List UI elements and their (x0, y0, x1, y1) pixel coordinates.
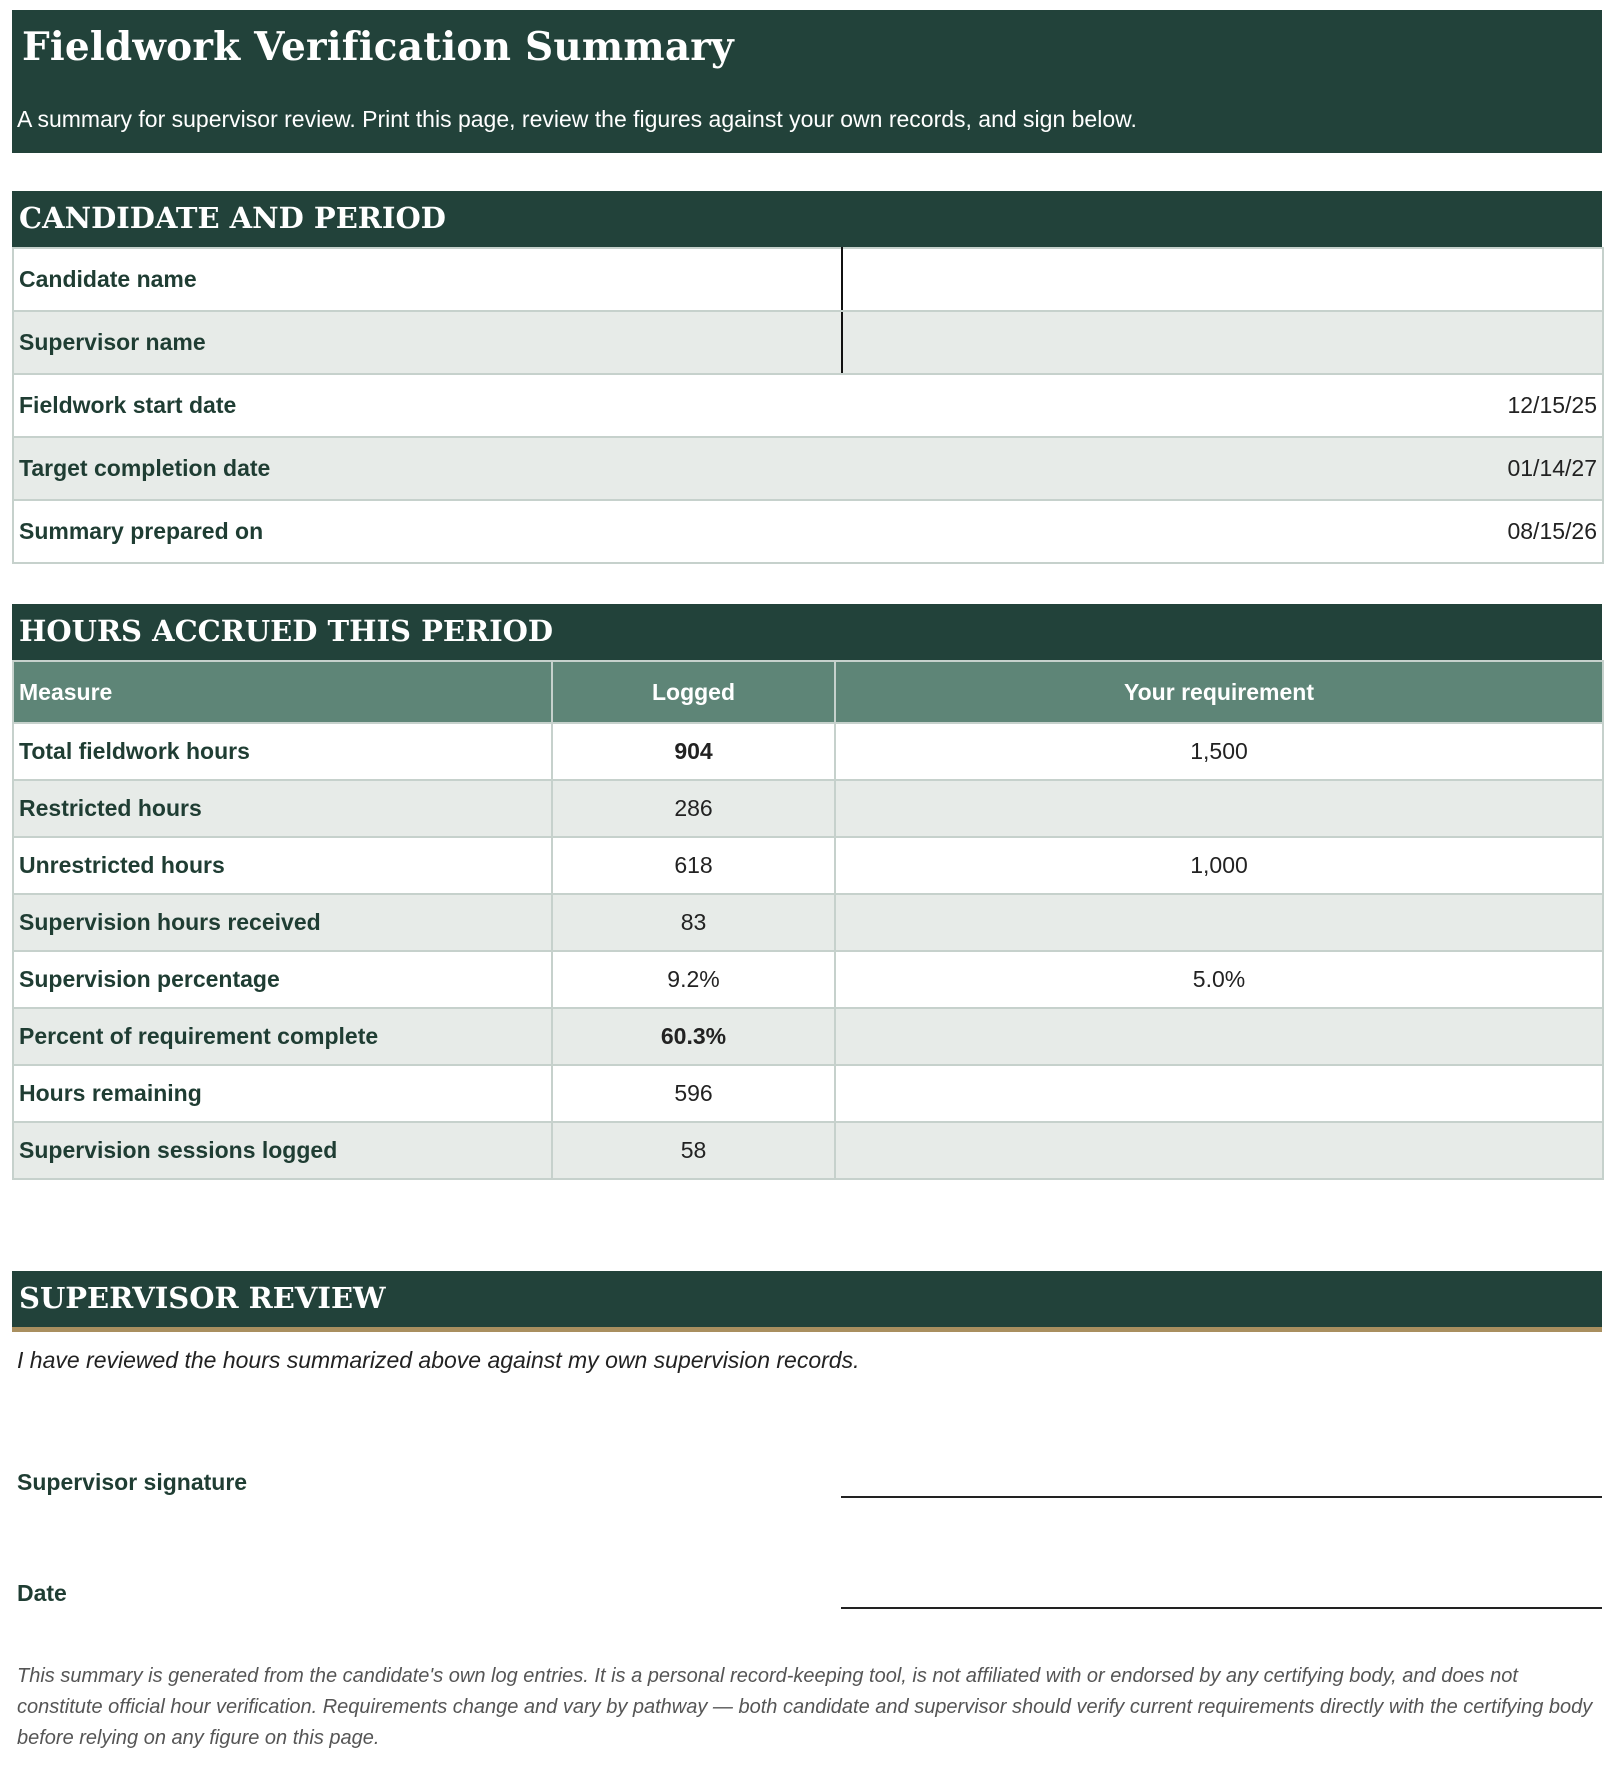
table-header-row (13, 661, 1603, 723)
requirement-cell (835, 1122, 1603, 1179)
section-header-review (12, 1271, 1602, 1332)
measure-cell: Supervision hours received (13, 894, 552, 951)
table-row (13, 1065, 1603, 1122)
table-row (13, 723, 1603, 780)
signature-label: Supervisor signature (17, 1469, 248, 1495)
fieldwork-summary-page (12, 10, 1602, 1749)
measure-cell: Unrestricted hours (13, 837, 552, 894)
logged-cell: 904 (552, 723, 835, 780)
requirement-cell: 1,500 (835, 723, 1603, 780)
table-row (13, 500, 1603, 563)
logged-cell: 618 (552, 837, 835, 894)
requirement-cell: 5.0% (835, 951, 1603, 1008)
start-date-label: Fieldwork start date (13, 374, 842, 437)
measure-cell: Hours remaining (13, 1065, 552, 1122)
measure-cell: Percent of requirement complete (13, 1008, 552, 1065)
requirement-cell (835, 780, 1603, 837)
section-title: CANDIDATE AND PERIOD (19, 201, 446, 235)
table-row (13, 780, 1603, 837)
logged-cell: 58 (552, 1122, 835, 1179)
supervisor-name-label: Supervisor name (13, 311, 842, 374)
logged-cell: 286 (552, 780, 835, 837)
section-title: SUPERVISOR REVIEW (19, 1281, 386, 1315)
page-subtitle: A summary for supervisor review. Print this page, review the figures against your own records, and sign below. (17, 106, 1137, 132)
column-header-logged: Logged (552, 661, 835, 723)
prepared-on-value: 08/15/26 (842, 500, 1603, 563)
logged-cell: 60.3% (552, 1008, 835, 1065)
table-row (13, 311, 1603, 374)
target-date-label: Target completion date (13, 437, 842, 500)
requirement-cell (835, 1065, 1603, 1122)
attestation-text: I have reviewed the hours summarized above against my own supervision records. (17, 1347, 860, 1373)
supervisor-name-field[interactable] (842, 311, 1603, 374)
table-row (13, 437, 1603, 500)
table-row (13, 837, 1603, 894)
section-title: HOURS ACCRUED THIS PERIOD (19, 614, 554, 648)
column-header-requirement: Your requirement (835, 661, 1603, 723)
logged-cell: 596 (552, 1065, 835, 1122)
table-row (13, 894, 1603, 951)
measure-cell: Supervision percentage (13, 951, 552, 1008)
hours-table (12, 660, 1604, 1180)
section-header-hours (12, 604, 1602, 660)
start-date-value: 12/15/25 (842, 374, 1603, 437)
target-date-value: 01/14/27 (842, 437, 1603, 500)
hours-section (12, 604, 1602, 1180)
disclaimer-text: This summary is generated from the candidate's own log entries. It is a personal record-keeping tool, is not affiliated with or endorsed by any certifying body, and does not constitute official hour verification. Requirements change and vary by pathway — both candidate and supervisor should verify current requirements directly with the certifying body before relying on any figure on this page. (17, 1665, 1593, 1749)
page-title: Fieldwork Verification Summary (22, 24, 734, 70)
title-banner (12, 10, 1602, 153)
prepared-on-label: Summary prepared on (13, 500, 842, 563)
candidate-name-label: Candidate name (13, 248, 842, 311)
candidate-table (12, 247, 1604, 564)
review-section (12, 1271, 1602, 1771)
logged-cell: 83 (552, 894, 835, 951)
requirement-cell (835, 1008, 1603, 1065)
logged-cell: 9.2% (552, 951, 835, 1008)
section-header-candidate (12, 191, 1602, 247)
requirement-cell (835, 894, 1603, 951)
column-header-measure: Measure (13, 661, 552, 723)
table-row (13, 374, 1603, 437)
date-line[interactable] (841, 1607, 1602, 1609)
candidate-section (12, 191, 1602, 564)
table-row (13, 951, 1603, 1008)
measure-cell: Supervision sessions logged (13, 1122, 552, 1179)
measure-cell: Restricted hours (13, 780, 552, 837)
candidate-name-field[interactable] (842, 248, 1603, 311)
table-row (13, 1122, 1603, 1179)
table-row (13, 1008, 1603, 1065)
table-row (13, 248, 1603, 311)
signature-line[interactable] (841, 1496, 1602, 1498)
requirement-cell: 1,000 (835, 837, 1603, 894)
measure-cell: Total fieldwork hours (13, 723, 552, 780)
date-label: Date (17, 1580, 67, 1606)
